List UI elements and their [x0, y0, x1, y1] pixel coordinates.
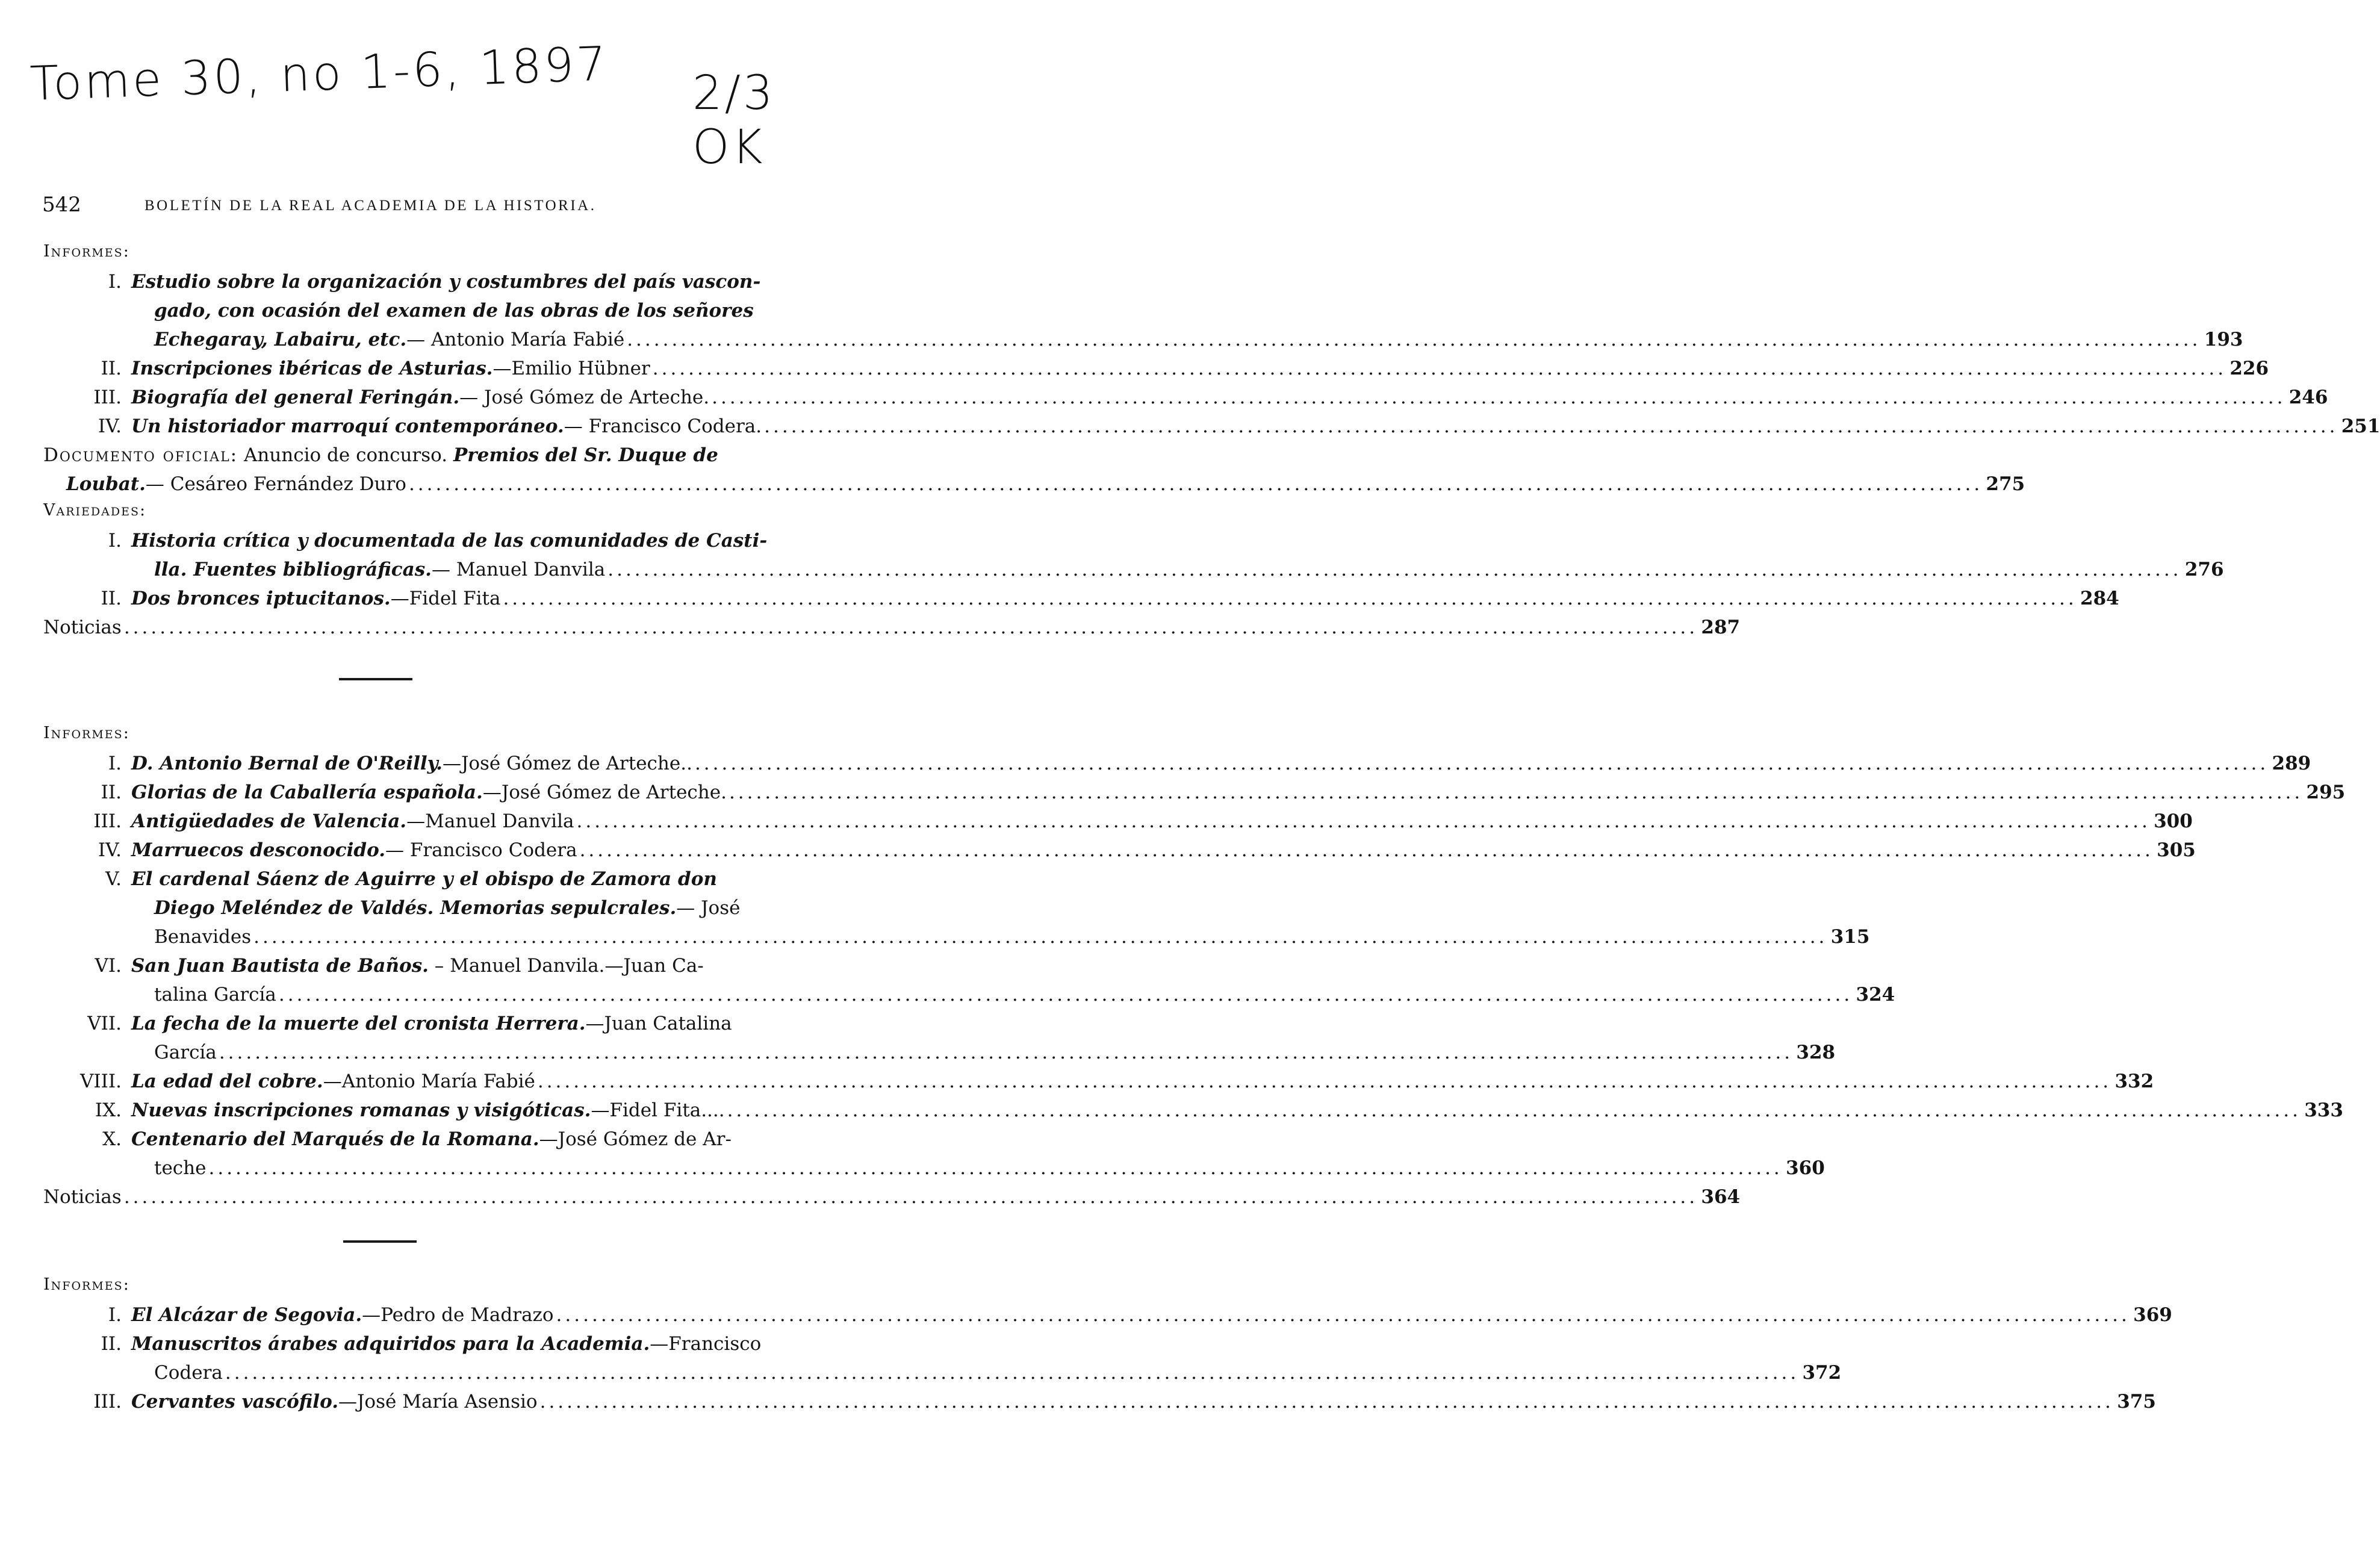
entry-author: —Francisco [650, 1333, 762, 1355]
page-ref: 276 [2184, 559, 2224, 580]
handwritten-check-note: 2/3 OK [692, 66, 775, 175]
toc-entry [43, 383, 2328, 412]
page-ref: 369 [2133, 1304, 2172, 1326]
dot-leader [206, 1154, 1785, 1183]
entry-final-line [131, 836, 2196, 865]
entry-author: Benavides [154, 926, 252, 948]
entry-numeral: II. [101, 782, 122, 803]
toc-entry [43, 807, 2193, 836]
entry-title: Inscripciones ibéricas de Asturias. [131, 358, 493, 379]
page-ref: 324 [1856, 984, 1895, 1006]
dot-leader [554, 1301, 2133, 1329]
dot-leader [605, 555, 2184, 584]
entry-final-line [131, 807, 2193, 836]
entry-final-line [131, 584, 2119, 613]
toc-entry [43, 836, 2196, 865]
entry-lead [131, 836, 577, 865]
entry-body [131, 951, 1895, 1009]
entry-final-line [131, 325, 2243, 354]
entry-lead [131, 383, 709, 412]
entry-author: —Fidel Fita.... [591, 1099, 725, 1121]
entry-body [131, 267, 2243, 354]
entry-body [131, 412, 2380, 441]
section-divider [343, 1240, 417, 1243]
toc-entry [43, 1009, 1836, 1067]
entry-numeral: VII. [87, 1013, 122, 1034]
entry-lead [131, 354, 650, 383]
entry-numeral: I. [108, 1304, 122, 1326]
entry-title: D. Antonio Bernal de O'Reilly. [131, 753, 443, 774]
entry-author: García [154, 1042, 217, 1063]
entry-title: lla. Fuentes bibliográficas. [154, 559, 432, 580]
dot-leader [624, 325, 2203, 354]
entry-body [131, 1329, 1841, 1387]
toc-section-3 [43, 1273, 2172, 1416]
documento-line-2 [43, 470, 2025, 499]
entry-body [131, 1125, 1825, 1183]
dot-leader [574, 807, 2153, 836]
entry-title: Centenario del Marqués de la Romana. [131, 1128, 539, 1150]
page-ref: 275 [1986, 473, 2025, 495]
toc-entry [43, 412, 2380, 441]
noticias-label: Noticias [43, 617, 122, 638]
entry-numeral: II. [101, 358, 122, 379]
entry-title: Historia crítica y documentada de las comunidades de Casti- [131, 530, 768, 552]
noticias-label: Noticias [43, 1186, 122, 1208]
toc-entry [43, 865, 1870, 951]
page-ref: 289 [2272, 753, 2311, 774]
running-head [42, 193, 753, 223]
entry-body [131, 749, 2311, 778]
entry-line [131, 1125, 1825, 1154]
entry-line [131, 1329, 1841, 1358]
entry-author: —José María Asensio [338, 1391, 538, 1413]
entry-numeral: I. [108, 530, 122, 552]
entry-final-line [131, 1358, 1841, 1387]
entry-lead [154, 1038, 217, 1067]
entry-line [131, 894, 1869, 922]
dot-leader [535, 1067, 2114, 1096]
dot-leader [538, 1387, 2116, 1416]
page-ref: 295 [2306, 782, 2346, 803]
toc-entry [43, 1096, 2343, 1125]
dot-leader [727, 778, 2305, 807]
entry-numeral: III. [93, 810, 122, 832]
entry-author: — José Gómez de Arteche. [459, 387, 710, 408]
entry-title: Loubat. [66, 473, 146, 495]
page-ref: 284 [2080, 588, 2119, 609]
entry-final-line [131, 555, 2224, 584]
entry-lead [131, 1096, 725, 1125]
entry-line [131, 267, 2243, 296]
entry-author: — Francisco Codera [385, 839, 577, 861]
entry-lead [131, 807, 574, 836]
entry-title: Biografía del general Feringán. [131, 387, 460, 408]
entry-body [131, 836, 2196, 865]
entry-title: La edad del cobre. [131, 1071, 323, 1092]
dot-leader [223, 1358, 1801, 1387]
noticias-entry [43, 613, 1741, 642]
entry-final-line [131, 1301, 2172, 1329]
toc-entry [43, 1067, 2154, 1096]
documento-line-1 [43, 441, 759, 470]
entry-author: — Cesáreo Fernández Duro [145, 473, 406, 495]
dot-leader [500, 584, 2079, 613]
entry-title: Premios del Sr. Duque de [453, 444, 718, 466]
entry-title: San Juan Bautista de Baños. [131, 955, 429, 977]
dot-leader [762, 412, 2340, 441]
page-ref: 287 [1701, 617, 1741, 638]
entry-lead [66, 470, 406, 499]
entry-body [131, 354, 2269, 383]
page-ref: 246 [2288, 387, 2328, 408]
documento-label: Documento oficial: [43, 444, 238, 466]
entry-title: Estudio sobre la organización y costumbres del país vascon- [131, 271, 761, 293]
toc-section-2 [43, 721, 2346, 1211]
section-heading: Informes: [43, 242, 130, 261]
entry-author: Codera [154, 1362, 223, 1384]
entry-title: Nuevas inscripciones romanas y visigóticas. [131, 1099, 591, 1121]
entry-author: – Manuel Danvila.—Juan Ca- [428, 955, 704, 977]
entry-numeral: III. [93, 1391, 122, 1413]
entry-title: El cardenal Sáenz de Aguirre y el obispo de Zamora don [131, 868, 717, 890]
entry-lead [131, 1301, 554, 1329]
page-ref: 251 [2341, 415, 2380, 437]
section-divider [339, 678, 412, 680]
entry-body [131, 1301, 2172, 1329]
entry-lead [131, 749, 692, 778]
entry-final-line [131, 412, 2380, 441]
entry-lead [154, 555, 605, 584]
entry-body [131, 526, 2224, 584]
entry-author: —José Gómez de Ar- [539, 1128, 732, 1150]
entry-numeral: IX. [95, 1099, 122, 1121]
toc-entry [43, 951, 1895, 1009]
dot-leader [122, 613, 1700, 642]
entry-line [131, 526, 2224, 555]
journal-title: BOLETÍN DE LA REAL ACADEMIA DE LA HISTORIA. [144, 197, 597, 214]
entry-final-line [131, 778, 2345, 807]
entry-title: Diego Meléndez de Valdés. Memorias sepulcrales. [154, 897, 677, 919]
entry-lead [154, 922, 251, 951]
entry-title: Glorias de la Caballería española. [131, 782, 483, 803]
dot-leader [217, 1038, 1795, 1067]
entry-author: —Pedro de Madrazo [362, 1304, 554, 1326]
entry-body [131, 584, 2119, 613]
entry-title: Echegaray, Labairu, etc. [154, 329, 407, 350]
section-heading: Informes: [43, 724, 130, 742]
entry-body [131, 865, 1869, 951]
entry-author: teche [154, 1157, 207, 1179]
entry-final-line [131, 1154, 1825, 1183]
entry-final-line [131, 1038, 1835, 1067]
entry-body [131, 778, 2345, 807]
entry-title: gado, con ocasión del examen de las obras de los señores [154, 300, 754, 322]
entry-numeral: VIII. [80, 1071, 122, 1092]
entry-numeral: IV. [98, 415, 122, 437]
entry-lead [131, 778, 727, 807]
entry-lead [154, 1154, 206, 1183]
entry-author: —Manuel Danvila [406, 810, 574, 832]
entry-author: — José [676, 897, 741, 919]
entry-title: Cervantes vascófilo. [131, 1391, 338, 1413]
entry-author: — Francisco Codera. [564, 415, 762, 437]
entry-title: Dos bronces iptucitanos. [131, 588, 391, 609]
entry-final-line [131, 383, 2328, 412]
entry-final-line [131, 1067, 2154, 1096]
dot-leader [122, 1183, 1700, 1211]
dot-leader [276, 980, 1855, 1009]
entry-author: —Emilio Hübner [492, 358, 650, 379]
dot-leader [577, 836, 2156, 865]
noticias-entry [43, 1183, 1741, 1211]
entry-lead [131, 584, 500, 613]
entry-author: —Juan Catalina [585, 1013, 732, 1034]
entry-author: — Manuel Danvila [431, 559, 606, 580]
entry-title: Manuscritos árabes adquiridos para la Academia. [131, 1333, 650, 1355]
entry-body [131, 383, 2328, 412]
page-ref: 332 [2114, 1071, 2154, 1092]
entry-final-line [131, 749, 2311, 778]
entry-numeral: VI. [95, 955, 122, 977]
toc-entry [43, 749, 2311, 778]
entry-numeral: X. [102, 1128, 122, 1150]
page-ref: 193 [2204, 329, 2243, 350]
entry-author: —Antonio María Fabié [323, 1071, 535, 1092]
entry-numeral: I. [108, 271, 122, 293]
entry-body [131, 1096, 2343, 1125]
entry-numeral: I. [108, 753, 122, 774]
entry-title: La fecha de la muerte del cronista Herrera. [131, 1013, 586, 1034]
dot-leader [692, 749, 2271, 778]
entry-title: El Alcázar de Segovia. [131, 1304, 362, 1326]
documento-text: Anuncio de concurso. [238, 444, 453, 466]
section-heading: Variedades: [43, 501, 147, 520]
entry-final-line [131, 1096, 2343, 1125]
entry-line [131, 296, 2243, 325]
entry-line [131, 1009, 1835, 1038]
entry-line [131, 951, 1895, 980]
entry-numeral: V. [105, 868, 122, 890]
page-number: 542 [42, 193, 81, 217]
entry-title: Antigüedades de Valencia. [131, 810, 407, 832]
entry-line [131, 865, 1869, 894]
entry-body [131, 807, 2193, 836]
dot-leader [725, 1096, 2304, 1125]
page-ref: 315 [1830, 926, 1870, 948]
entry-body [131, 1387, 2156, 1416]
entry-author: —Fidel Fita [390, 588, 501, 609]
page-ref: 364 [1701, 1186, 1741, 1208]
page-ref: 328 [1796, 1042, 1836, 1063]
entry-author: —José Gómez de Arteche. [482, 782, 727, 803]
entry-lead [154, 325, 624, 354]
toc-entry [43, 1387, 2156, 1416]
toc-entry [43, 267, 2243, 354]
page-ref: 226 [2229, 358, 2269, 379]
dot-leader [251, 922, 1830, 951]
entry-final-line [131, 980, 1895, 1009]
toc-entry [43, 584, 2119, 613]
section-heading: Informes: [43, 1275, 130, 1294]
toc-section-1 [43, 240, 2380, 642]
page-ref: 305 [2157, 839, 2196, 861]
entry-numeral: III. [93, 387, 122, 408]
entry-final-line [131, 1387, 2156, 1416]
entry-numeral: II. [101, 1333, 122, 1355]
entry-final-line [131, 354, 2269, 383]
entry-final-line [131, 922, 1869, 951]
dot-leader [709, 383, 2288, 412]
dot-leader [406, 470, 1985, 499]
toc-entry [43, 778, 2346, 807]
toc-entry [43, 1329, 1842, 1387]
entry-author: — Antonio María Fabié [406, 329, 625, 350]
toc-entry [43, 1301, 2172, 1329]
entry-lead [154, 1358, 223, 1387]
page-ref: 333 [2304, 1099, 2343, 1121]
toc-entry [43, 526, 2224, 584]
entry-numeral: IV. [98, 839, 122, 861]
toc-entry [43, 1125, 1825, 1183]
entry-title: Marruecos desconocido. [131, 839, 385, 861]
entry-lead [131, 412, 762, 441]
entry-lead [154, 980, 276, 1009]
toc-entry [43, 354, 2269, 383]
entry-body [131, 1067, 2154, 1096]
page-ref: 375 [2117, 1391, 2156, 1413]
page-ref: 372 [1802, 1362, 1842, 1384]
entry-author: talina García [154, 984, 276, 1006]
entry-author: —José Gómez de Arteche.. [442, 753, 692, 774]
handwritten-volume-note: Tome 30, no 1-6, 1897 [29, 37, 610, 111]
entry-lead [131, 1067, 535, 1096]
entry-body [131, 1009, 1835, 1067]
entry-lead [131, 1387, 538, 1416]
dot-leader [650, 354, 2229, 383]
page-ref: 300 [2154, 810, 2193, 832]
page-ref: 360 [1786, 1157, 1825, 1179]
entry-numeral: II. [101, 588, 122, 609]
entry-title: Un historiador marroquí contemporáneo. [131, 415, 564, 437]
